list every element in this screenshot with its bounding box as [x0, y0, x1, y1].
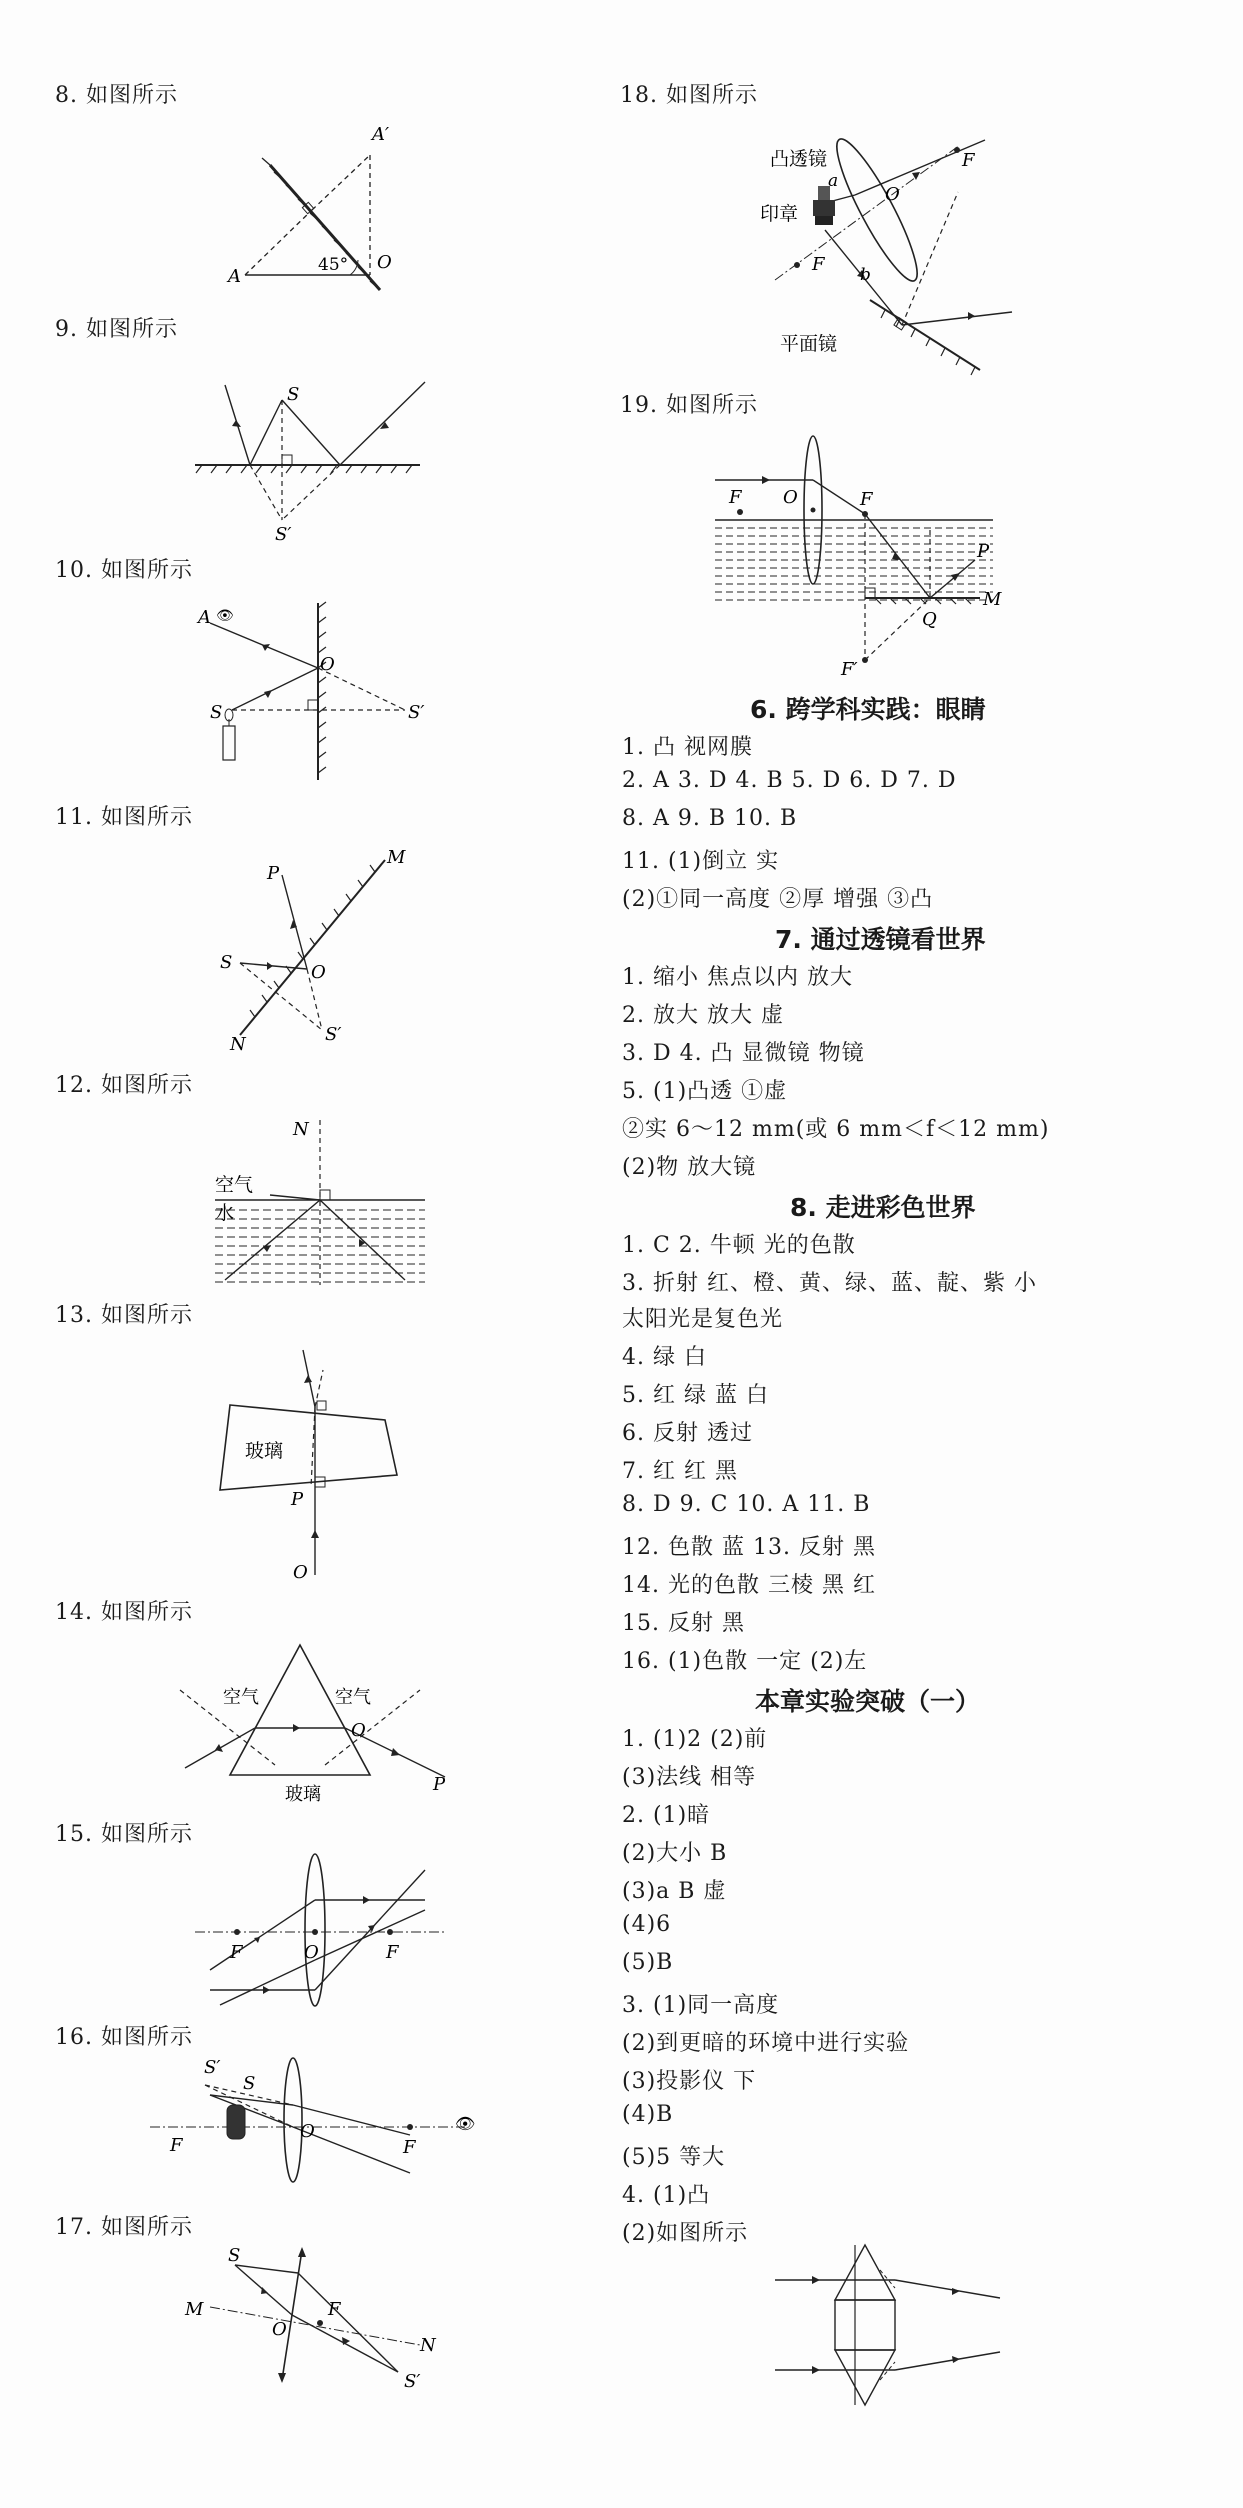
label-F-bottom: F: [812, 254, 825, 275]
answer-line: 太阳光是复色光: [622, 1307, 784, 1332]
answer-line: 4. 绿 白: [622, 1345, 707, 1370]
answer-line: 7. 红 红 黑: [622, 1459, 738, 1484]
answer-line: (3)法线 相等: [622, 1765, 757, 1790]
label-P: P: [433, 1774, 446, 1795]
label-M: M: [983, 589, 1002, 610]
label-F-right: F: [403, 2137, 416, 2158]
answer-line: (4)B: [622, 2102, 674, 2127]
figure-16: [145, 2055, 495, 2195]
label-N: N: [293, 1119, 309, 1140]
figure-19: [715, 430, 1015, 680]
answer-line: 14. 光的色散 三棱 黑 红: [622, 1573, 876, 1598]
item-label: 8. 如图所示: [55, 83, 178, 108]
answer-line: 12. 色散 蓝 13. 反射 黑: [622, 1535, 876, 1560]
label-S-prime: S′: [204, 2057, 221, 2078]
label-A: A: [228, 266, 241, 287]
label-O: O: [304, 1942, 319, 1963]
figure-8: [200, 120, 420, 300]
item-label: 13. 如图所示: [55, 1303, 193, 1328]
label-S: S: [287, 384, 300, 405]
item-label: 16. 如图所示: [55, 2025, 193, 2050]
item-label: 9. 如图所示: [55, 317, 178, 342]
label-O: O: [377, 252, 392, 273]
label-O: O: [351, 1720, 366, 1741]
label-F: F: [729, 487, 742, 508]
label-F-left: F: [230, 1942, 243, 1963]
label-a: a: [828, 171, 839, 191]
answer-line: 11. (1)倒立 实: [622, 849, 780, 874]
answer-line: (5)5 等大: [622, 2145, 726, 2170]
figure-14: [175, 1640, 465, 1810]
answer-line: 16. (1)色散 一定 (2)左: [622, 1649, 868, 1674]
item-label: 15. 如图所示: [55, 1822, 193, 1847]
figure-10: [190, 598, 450, 778]
item-label: 14. 如图所示: [55, 1600, 193, 1625]
answer-line: 4. (1)凸: [622, 2183, 711, 2208]
label-S: S: [243, 2073, 256, 2094]
label-O: O: [311, 962, 326, 983]
figure-15: [190, 1850, 450, 2010]
answer-line: 2. 放大 放大 虚: [622, 1003, 784, 1028]
answer-line: 1. (1)2 (2)前: [622, 1727, 768, 1752]
answer-line: 2. A 3. D 4. B 5. D 6. D 7. D: [622, 768, 957, 793]
label-P: P: [267, 863, 280, 884]
label-N: N: [420, 2335, 436, 2356]
label-S: S: [228, 2245, 241, 2266]
answer-line: 1. 缩小 焦点以内 放大: [622, 965, 853, 990]
answer-line: (2)物 放大镜: [622, 1155, 757, 1180]
item-label: 12. 如图所示: [55, 1073, 193, 1098]
item-label: 11. 如图所示: [55, 805, 193, 830]
item-label: 17. 如图所示: [55, 2215, 193, 2240]
answer-line: (3)投影仪 下: [622, 2069, 757, 2094]
answer-line: 3. 折射 红、橙、黄、绿、蓝、靛、紫 小: [622, 1271, 1037, 1296]
label-F-prime: F′: [841, 659, 858, 680]
label-glass: 玻璃: [245, 1440, 284, 1462]
answer-line: 3. (1)同一高度: [622, 1993, 780, 2018]
label-P: P: [977, 541, 990, 562]
figure-experiment-lens: [770, 2240, 1010, 2410]
answer-line: (2)到更暗的环境中进行实验: [622, 2031, 910, 2056]
label-S-prime: S′: [404, 2371, 421, 2392]
label-A-prime: A′: [372, 124, 390, 145]
item-label: 18. 如图所示: [620, 83, 758, 108]
label-M: M: [387, 847, 406, 868]
figure-17: [180, 2245, 450, 2395]
label-F-top: F: [962, 150, 975, 171]
label-O: O: [293, 1562, 308, 1583]
answer-line: 6. 反射 透过: [622, 1421, 753, 1446]
figure-11: [215, 845, 435, 1055]
eye-icon: 👁: [455, 2114, 476, 2133]
label-Q: Q: [922, 609, 937, 630]
item-label: 19. 如图所示: [620, 393, 758, 418]
label-glass: 玻璃: [285, 1784, 321, 1805]
label-water: 水: [215, 1202, 235, 1224]
label-F-right: F: [860, 489, 873, 510]
label-S-prime: S′: [325, 1024, 342, 1045]
label-P: P: [291, 1489, 304, 1510]
label-lens: 凸透镜: [770, 148, 828, 170]
label-O: O: [320, 654, 335, 675]
answer-line: 8. D 9. C 10. A 11. B: [622, 1492, 871, 1517]
answer-line: ②实 6～12 mm(或 6 mm＜f＜12 mm): [622, 1117, 1050, 1142]
answer-line: (3)a B 虚: [622, 1879, 727, 1904]
label-S-prime: S′: [275, 524, 292, 545]
label-F-left: F: [170, 2135, 183, 2156]
answer-line: 8. A 9. B 10. B: [622, 806, 798, 831]
label-A: A: [198, 607, 211, 628]
label-O: O: [272, 2319, 287, 2340]
answer-line: 3. D 4. 凸 显微镜 物镜: [622, 1041, 865, 1066]
label-air: 空气: [215, 1174, 254, 1196]
label-angle: 45°: [318, 255, 349, 275]
section-title: 6. 跨学科实践：眼睛: [750, 695, 986, 724]
answer-line: (2)①同一高度 ②厚 增强 ③凸: [622, 887, 934, 912]
label-N: N: [230, 1034, 246, 1055]
answer-line: 5. (1)凸透 ①虚: [622, 1079, 788, 1104]
figure-13: [215, 1345, 415, 1595]
item-label: 10. 如图所示: [55, 558, 193, 583]
answer-line: (4)6: [622, 1912, 672, 1937]
label-O: O: [300, 2121, 315, 2142]
label-F-right: F: [386, 1942, 399, 1963]
section-title: 8. 走进彩色世界: [790, 1193, 976, 1222]
label-stamp: 印章: [760, 203, 799, 225]
figure-18: [750, 120, 1020, 370]
answer-line: 1. C 2. 牛顿 光的色散: [622, 1233, 856, 1258]
answer-line: 2. (1)暗: [622, 1803, 711, 1828]
label-air-right: 空气: [335, 1687, 371, 1708]
eye-icon: 👁: [216, 608, 234, 624]
section-title: 7. 通过透镜看世界: [775, 925, 986, 954]
section-title: 本章实验突破（一）: [755, 1687, 981, 1716]
label-S: S: [220, 952, 233, 973]
label-O: O: [783, 487, 798, 508]
answer-line: (5)B: [622, 1950, 674, 1975]
answer-line: (2)大小 B: [622, 1841, 728, 1866]
label-S-prime: S′: [408, 702, 425, 723]
answer-line: (2)如图所示: [622, 2221, 749, 2246]
label-S: S: [210, 702, 223, 723]
figure-9: [190, 370, 450, 550]
figure-12: [205, 1115, 430, 1290]
answer-line: 5. 红 绿 蓝 白: [622, 1383, 769, 1408]
answer-line: 15. 反射 黑: [622, 1611, 745, 1636]
answer-line: 1. 凸 视网膜: [622, 735, 753, 760]
label-b: b: [860, 265, 871, 285]
label-F: F: [328, 2299, 341, 2320]
label-M: M: [185, 2299, 204, 2320]
label-air-left: 空气: [223, 1687, 259, 1708]
label-mirror: 平面镜: [780, 333, 838, 355]
label-O: O: [885, 184, 900, 205]
